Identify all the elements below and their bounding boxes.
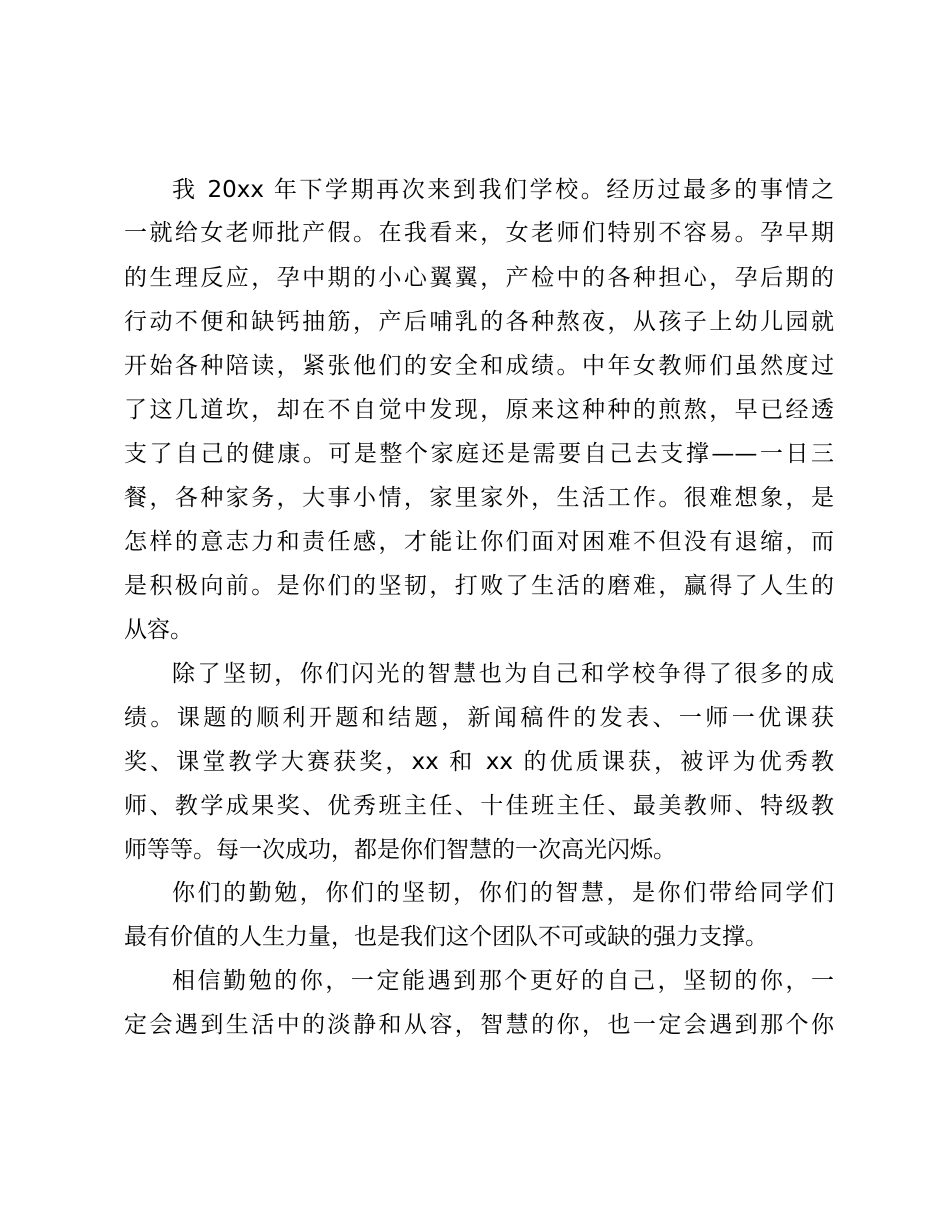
text-line (0, 610, 950, 650)
text-line-content: 师等等。每一次成功，都是你们智慧的一次高光闪烁。 (124, 837, 676, 863)
text-line (0, 698, 950, 738)
text-line-content: 绩。课题的顺利开题和结题，新闻稿件的发表、一师一优课获 (124, 705, 834, 731)
text-line-content: 怎样的意志力和责任感，才能让你们面对困难不但没有退缩，而 (124, 529, 834, 555)
text-line (0, 302, 950, 342)
text-line-content: 一就给女老师批产假。在我看来，女老师们特别不容易。孕早期 (124, 220, 834, 246)
text-line (0, 213, 950, 253)
text-line-content: 是积极向前。是你们的坚韧，打败了生活的磨难，赢得了人生的 (124, 573, 834, 599)
text-line-content: 除了坚韧，你们闪光的智慧也为自己和学校争得了很多的成 (172, 661, 834, 687)
text-line (0, 961, 950, 1001)
text-line-content: 你们的勤勉，你们的坚韧，你们的智慧，是你们带给同学们 (172, 880, 834, 906)
text-line (0, 566, 950, 606)
text-line (0, 654, 950, 694)
text-line-content: 奖、课堂教学大赛获奖，xx 和 xx 的优质课获，被评为优秀教 (124, 749, 834, 775)
text-line-content: 定会遇到生活中的淡静和从容，智慧的你，也一定会遇到那个你 (124, 1012, 834, 1038)
text-line-content: 行动不便和缺钙抽筋，产后哺乳的各种熬夜，从孩子上幼儿园就 (124, 309, 834, 335)
text-line (0, 873, 950, 913)
text-line (0, 830, 950, 870)
text-line (0, 1005, 950, 1045)
text-line-content: 最有价值的人生力量，也是我们这个团队不可或缺的强力支撑。 (124, 924, 768, 950)
text-line-content: 支了自己的健康。可是整个家庭还是需要自己去支撑——一日三 (124, 441, 834, 467)
text-line-content: 师、教学成果奖、优秀班主任、十佳班主任、最美教师、特级教 (124, 793, 834, 819)
text-line-content: 相信勤勉的你，一定能遇到那个更好的自己，坚韧的你，一 (172, 968, 834, 994)
text-line (0, 786, 950, 826)
text-line (0, 390, 950, 430)
text-line-content: 从容。 (124, 617, 193, 643)
text-line-content: 开始各种陪读，紧张他们的安全和成绩。中年女教师们虽然度过 (124, 353, 834, 379)
text-line (0, 917, 950, 957)
text-line-content: 了这几道坎，却在不自觉中发现，原来这种种的煎熬，早已经透 (124, 397, 834, 423)
text-line (0, 346, 950, 386)
text-line-content: 餐，各种家务，大事小情，家里家外，生活工作。很难想象，是 (124, 485, 834, 511)
text-line (0, 522, 950, 562)
text-line-content: 的生理反应，孕中期的小心翼翼，产检中的各种担心，孕后期的 (124, 265, 834, 291)
text-line (0, 258, 950, 298)
text-line-content: 我 20xx 年下学期再次来到我们学校。经历过最多的事情之 (172, 177, 834, 203)
text-line (0, 478, 950, 518)
text-line (0, 434, 950, 474)
text-line (0, 742, 950, 782)
text-line (0, 170, 950, 210)
